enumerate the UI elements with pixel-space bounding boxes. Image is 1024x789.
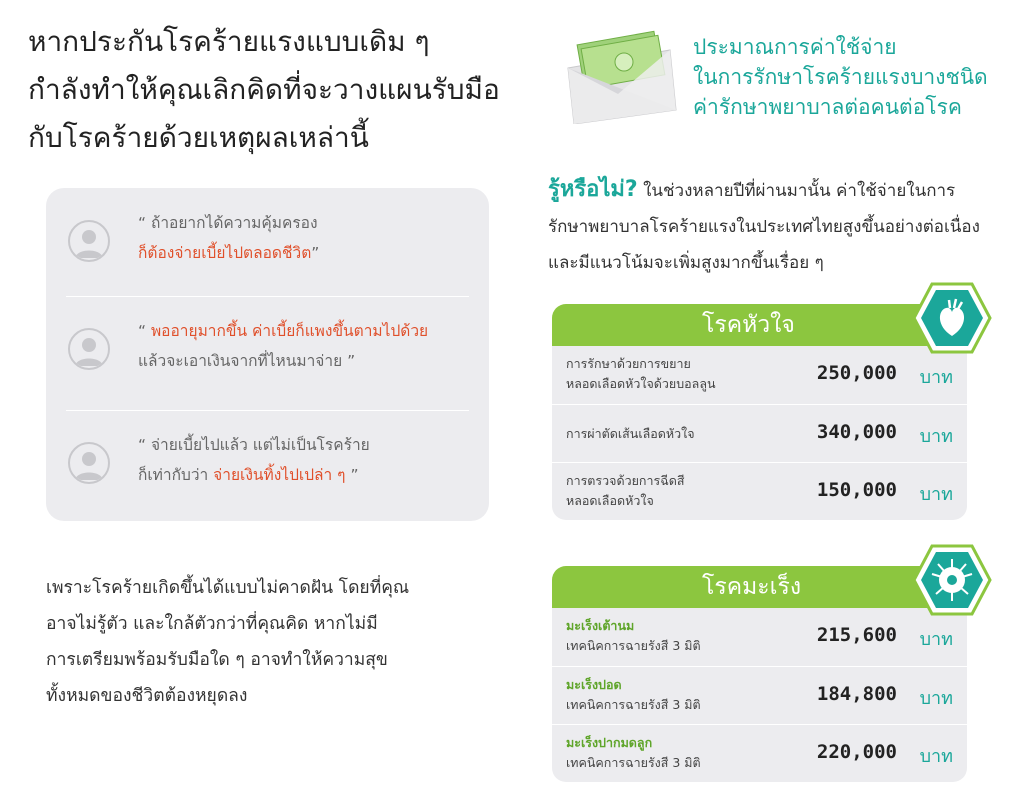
quote-highlight: พออายุมากขึ้น ค่าเบี้ยก็แพงขึ้นตามไปด้วย: [150, 322, 429, 340]
cancer-card: [552, 566, 967, 782]
cost-row: [552, 346, 967, 404]
did-you-know-lead: รู้หรือไม่?: [548, 177, 638, 202]
divider: [66, 296, 469, 297]
currency-unit: บาท: [919, 426, 953, 447]
cost-amount: 150,000: [816, 479, 897, 501]
quote-text: “ ถ้าอยากได้ความคุ้มครอง ก็ต้องจ่ายเบี้ยไปตลอดชีวิต”: [138, 214, 320, 262]
treatment-label: มะเร็งปากมดลูก เทคนิคการฉายรังสี 3 มิติ: [566, 735, 701, 770]
cost-row: [552, 462, 967, 520]
quotes-panel: [46, 188, 489, 521]
cost-row: [552, 404, 967, 462]
quote-highlight: จ่ายเงินทิ้งไปเปล่า ๆ: [213, 466, 346, 484]
paragraph-line: ทั้งหมดของชีวิตต้องหยุดลง: [46, 686, 248, 706]
cost-row: [552, 666, 967, 724]
quote-text: “ พออายุมากขึ้น ค่าเบี้ยก็แพงขึ้นตามไปด้วย แล้วจะเอาเงินจากที่ไหนมาจ่าย ”: [138, 322, 429, 370]
cost-table: [552, 346, 967, 520]
card-title: โรคหัวใจ: [552, 304, 967, 346]
did-you-know: [548, 172, 1008, 281]
currency-unit: บาท: [919, 484, 953, 505]
person-icon: [68, 442, 110, 484]
treatment-label: การตรวจด้วยการฉีดสี หลอดเลือดหัวใจ: [566, 473, 685, 508]
quote-highlight: ก็ต้องจ่ายเบี้ยไปตลอดชีวิต: [138, 244, 312, 262]
cancer-cell-icon: [912, 544, 992, 616]
quote-item: [46, 306, 489, 394]
quote-item: [46, 420, 489, 508]
heart-disease-card: [552, 304, 967, 520]
quote-text: “ จ่ายเบี้ยไปแล้ว แต่ไม่เป็นโรคร้าย ก็เท่ากับว่า จ่ายเงินทิ้งไปเปล่า ๆ ”: [138, 436, 370, 484]
cost-row: [552, 724, 967, 782]
person-icon: [68, 328, 110, 370]
card-title: โรคมะเร็ง: [552, 566, 967, 608]
headline-line: หากประกันโรคร้ายแรงแบบเดิม ๆ: [28, 25, 430, 58]
headline-line: กับโรคร้ายด้วยเหตุผลเหล่านี้: [28, 121, 369, 154]
currency-unit: บาท: [919, 688, 953, 709]
estimate-title-line: ค่ารักษาพยาบาลต่อคนต่อโรค: [693, 95, 962, 119]
headline: [28, 18, 508, 162]
did-you-know-line: รักษาพยาบาลโรคร้ายแรงในประเทศไทยสูงขึ้นอย่างต่อเนื่อง: [548, 217, 980, 237]
cost-amount: 215,600: [816, 624, 897, 646]
estimate-title-line: ในการรักษาโรคร้ายแรงบางชนิด: [693, 65, 988, 89]
cost-amount: 340,000: [816, 421, 897, 443]
paragraph-line: เพราะโรคร้ายเกิดขึ้นได้แบบไม่คาดฝัน โดยที่คุณ: [46, 578, 410, 598]
paragraph-line: อาจไม่รู้ตัว และใกล้ตัวกว่าที่คุณคิด หากไม่มี: [46, 614, 378, 634]
treatment-label: มะเร็งเต้านม เทคนิคการฉายรังสี 3 มิติ: [566, 618, 701, 653]
headline-line: กำลังทำให้คุณเลิกคิดที่จะวางแผนรับมือ: [28, 73, 500, 106]
estimate-title-line: ประมาณการค่าใช้จ่าย: [693, 35, 897, 59]
treatment-label: การรักษาด้วยการขยาย หลอดเลือดหัวใจด้วยบอลลูน: [566, 356, 716, 391]
treatment-label: การผ่าตัดเส้นเลือดหัวใจ: [566, 426, 695, 441]
did-you-know-line: และมีแนวโน้มจะเพิ่มสูงมากขึ้นเรื่อย ๆ: [548, 253, 824, 273]
paragraph-line: การเตรียมพร้อมรับมือใด ๆ อาจทำให้ความสุข: [46, 650, 388, 670]
cost-amount: 220,000: [816, 741, 897, 763]
currency-unit: บาท: [919, 367, 953, 388]
heart-icon: [912, 282, 992, 354]
bottom-paragraph: [46, 570, 516, 714]
person-icon: [68, 220, 110, 262]
cost-amount: 184,800: [816, 683, 897, 705]
treatment-label: มะเร็งปอด เทคนิคการฉายรังสี 3 มิติ: [566, 677, 701, 712]
quote-item: [46, 198, 489, 286]
currency-unit: บาท: [919, 629, 953, 650]
currency-unit: บาท: [919, 746, 953, 767]
envelope-money-icon: [558, 28, 680, 124]
divider: [66, 410, 469, 411]
did-you-know-line: ในช่วงหลายปีที่ผ่านมานั้น ค่าใช้จ่ายในการ: [637, 181, 956, 201]
cost-table: [552, 608, 967, 782]
cost-amount: 250,000: [816, 362, 897, 384]
cost-row: [552, 608, 967, 666]
estimate-title: [693, 32, 988, 122]
